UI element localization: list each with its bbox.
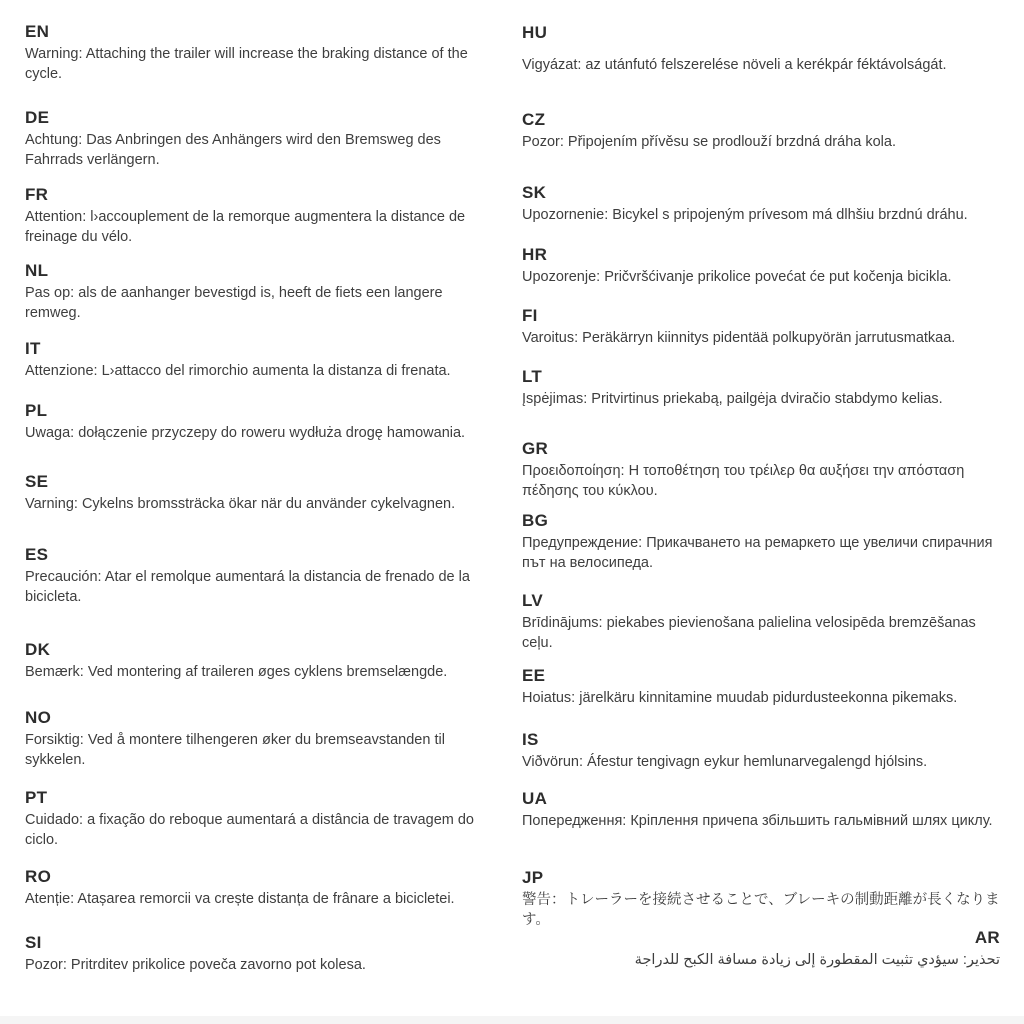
warning-text: Forsiktig: Ved å montere tilhengeren øker du bremseavstanden til sykkelen. [25, 732, 445, 768]
language-code: EN [25, 22, 50, 41]
language-code: DE [25, 108, 50, 127]
lang-block-cz [522, 110, 1000, 153]
lang-block-no [25, 708, 493, 770]
language-code: LV [522, 591, 544, 610]
language-code: PT [25, 788, 48, 807]
language-code: NL [25, 261, 49, 280]
language-code: DK [25, 640, 51, 659]
language-code: JP [522, 868, 544, 887]
warning-text: Varoitus: Peräkärryn kiinnitys pidentää polkupyörän jarrutusmatkaa. [522, 330, 956, 346]
warning-text: Vigyázat: az utánfutó felszerelése növeli a kerékpár féktávolságát. [522, 57, 947, 73]
warning-text: Achtung: Das Anbringen des Anhängers wird den Bremsweg des Fahrrads verlängern. [25, 132, 441, 168]
language-code: SI [25, 933, 42, 952]
language-code: AR [974, 928, 1000, 947]
lang-block-nl [25, 261, 493, 323]
lang-block-lv [522, 591, 1000, 653]
language-code: ES [25, 545, 49, 564]
lang-block-dk [25, 640, 493, 683]
warning-text: Pozor: Připojením přívěsu se prodlouží brzdná dráha kola. [522, 134, 896, 150]
warning-text: Hoiatus: järelkäru kinnitamine muudab pidurdusteekonna pikemaks. [522, 690, 958, 706]
language-code: LT [522, 367, 543, 386]
warning-text: Viðvörun: Áfestur tengivagn eykur hemlunarvegalengd hjólsins. [522, 754, 928, 770]
warning-text: Įspėjimas: Pritvirtinus priekabą, pailgėja dviračio stabdymo kelias. [522, 391, 943, 407]
warning-text: Cuidado: a fixação do reboque aumentará a distância de travagem do ciclo. [25, 812, 474, 848]
lang-block-hu [522, 23, 1000, 76]
warning-text: Pas op: als de aanhanger bevestigd is, heeft de fiets een langere remweg. [25, 285, 443, 321]
language-code: GR [522, 439, 549, 458]
warning-text: Προειδοποίηση: Η τοποθέτηση του τρέιλερ θα αυξήσει την απόσταση πέδησης του κύκλου. [522, 463, 965, 499]
warning-text: 警告：トレーラーを接続させることで、ブレーキの制動距離が長くなります。 [522, 892, 1000, 928]
warning-text: Предупреждение: Прикачването на ремаркето ще увеличи спирачния път на велосипеда. [522, 535, 993, 571]
warning-text: Atenție: Atașarea remorcii va crește distanța de frânare a bicicletei. [25, 891, 455, 907]
language-code: HU [522, 23, 548, 42]
warning-text: Pozor: Pritrditev prikolice poveča zavorno pot kolesa. [25, 957, 366, 973]
lang-block-is [522, 730, 1000, 773]
language-code: EE [522, 666, 546, 685]
language-code: PL [25, 401, 48, 420]
lang-block-it [25, 339, 493, 382]
language-code: HR [522, 245, 548, 264]
warning-text: Warning: Attaching the trailer will increase the braking distance of the cycle. [25, 46, 468, 82]
lang-block-ar [522, 928, 1000, 971]
language-code: NO [25, 708, 52, 727]
warning-text: تحذير: سيؤدي تثبيت المقطورة إلى زيادة مسافة الكبح للدراجة [634, 952, 1000, 968]
lang-block-es [25, 545, 493, 607]
warning-text: Upozorenje: Pričvršćivanje prikolice povećat će put kočenja bicikla. [522, 269, 952, 285]
lang-block-hr [522, 245, 1000, 288]
language-code: RO [25, 867, 52, 886]
warning-text: Attenzione: L›attacco del rimorchio aumenta la distanza di frenata. [25, 363, 451, 379]
warning-text: Attention: l›accouplement de la remorque augmentera la distance de freinage du vélo. [25, 209, 466, 245]
language-code: BG [522, 511, 549, 530]
warning-text: Bemærk: Ved montering af traileren øges cyklens bremselængde. [25, 664, 448, 680]
lang-block-jp [522, 868, 1000, 930]
language-code: CZ [522, 110, 546, 129]
lang-block-lt [522, 367, 1000, 410]
lang-block-sk [522, 183, 1000, 226]
language-code: FI [522, 306, 538, 325]
bottom-strip [0, 1016, 1024, 1024]
warning-text: Попередження: Кріплення причепа збільшить гальмівний шлях циклу. [522, 813, 993, 829]
lang-block-pt [25, 788, 493, 850]
lang-block-se [25, 472, 493, 515]
lang-block-gr [522, 439, 1000, 501]
lang-block-fi [522, 306, 1000, 349]
warning-text: Varning: Cykelns bromssträcka ökar när du använder cykelvagnen. [25, 496, 456, 512]
warning-text: Precaución: Atar el remolque aumentará la distancia de frenado de la bicicleta. [25, 569, 470, 605]
language-code: SE [25, 472, 49, 491]
warning-text: Upozornenie: Bicykel s pripojeným prívesom má dlhšiu brzdnú dráhu. [522, 207, 968, 223]
lang-block-pl [25, 401, 493, 444]
language-code: UA [522, 789, 548, 808]
language-code: IS [522, 730, 539, 749]
lang-block-si [25, 933, 493, 976]
lang-block-en [25, 22, 493, 84]
language-code: IT [25, 339, 41, 358]
lang-block-ee [522, 666, 1000, 709]
lang-block-ua [522, 789, 1000, 832]
warning-text: Uwaga: dołączenie przyczepy do roweru wydłuża drogę hamowania. [25, 425, 466, 441]
lang-block-de [25, 108, 493, 170]
lang-block-bg [522, 511, 1000, 573]
language-code: FR [25, 185, 49, 204]
warning-text: Brīdinājums: piekabes pievienošana palielina velosipēda bremzēšanas ceļu. [522, 615, 976, 651]
lang-block-fr [25, 185, 493, 247]
lang-block-ro [25, 867, 493, 910]
language-code: SK [522, 183, 547, 202]
